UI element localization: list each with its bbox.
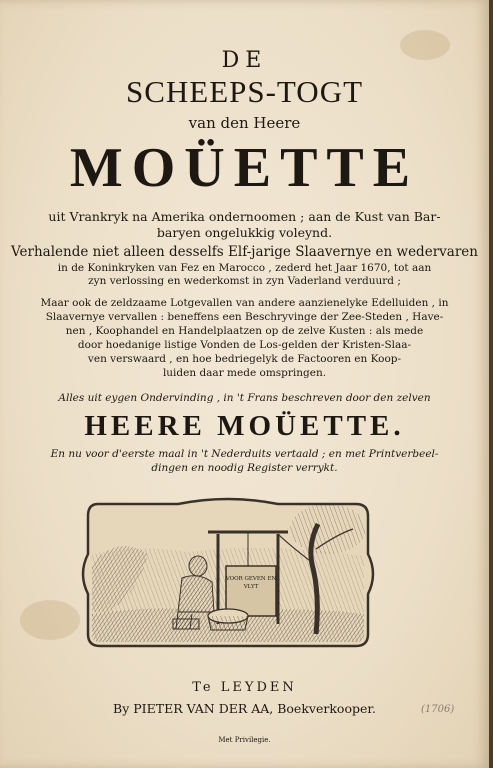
- plaque-text: VLYT: [243, 584, 259, 590]
- subtitle-line: baryen ongelukkig voleynd.: [156, 225, 333, 240]
- author-name: HEERE MOÜETTE.: [84, 410, 405, 442]
- description-line: in de Koninkryken van Fez en Marocco , zederd het Jaar 1670, tot aan: [57, 262, 432, 274]
- description-line: door hoedanige listige Vonden de Los-gelden der Kristen-Slaa-: [77, 339, 412, 351]
- title-line-van-den-heere: van den Heere: [188, 114, 301, 132]
- authorship-line: Alles uit eygen Ondervinding , in 't Frans beschreven door den zelven: [58, 392, 431, 404]
- imprint-publisher: By PIETER VAN DER AA, Boekverkooper.: [113, 701, 376, 716]
- paper-stain: [20, 600, 80, 640]
- subtitle-line: uit Vrankryk na Amerika ondernoomen ; aan de Kust van Bar-: [48, 209, 441, 224]
- description-line: Verhalende niet alleen desselfs Elf-jarige Slaavernye en wedervaren: [11, 244, 478, 260]
- imprint-privilege: Met Privilegie.: [218, 736, 271, 744]
- stool: [173, 619, 199, 629]
- title-hero-name: MOÜETTE: [69, 137, 420, 199]
- description-line: luiden daar mede omspringen.: [162, 367, 327, 379]
- description-line: Maar ook de zeldzaame Lotgevallen van andere aanzienelyke Edelluiden , in: [40, 297, 449, 309]
- title-line-de: DE: [221, 48, 268, 73]
- description-line: zyn verlossing en wederkomst in zyn Vaderland verduurd ;: [88, 275, 401, 287]
- page-edge: [489, 0, 493, 768]
- description-line: nen , Koophandel en Handelplaatzen op de zelve Kusten : als mede: [65, 325, 424, 337]
- description-line: ven verswaard , en hoe bedriegelyk de Factooren en Koop-: [87, 353, 402, 365]
- title-line-scheepstogt: SCHEEPS-TOGT: [125, 74, 364, 109]
- stone-plaque: [226, 566, 276, 616]
- plaque-text: VOOR GEVEN EN: [225, 576, 277, 582]
- translation-line: dingen en noodig Register verrykt.: [151, 462, 338, 474]
- pencil-date-note: (1706): [421, 704, 455, 715]
- translation-line: En nu voor d'eerste maal in 't Nederduits vertaald ; en met Printverbeel-: [50, 448, 439, 460]
- imprint-city: Te LEYDEN: [192, 680, 297, 695]
- description-line: Slaavernye vervallen : beneffens een Beschryvinge der Zee-Steden , Have-: [45, 311, 444, 323]
- engraving-vignette: [78, 494, 378, 656]
